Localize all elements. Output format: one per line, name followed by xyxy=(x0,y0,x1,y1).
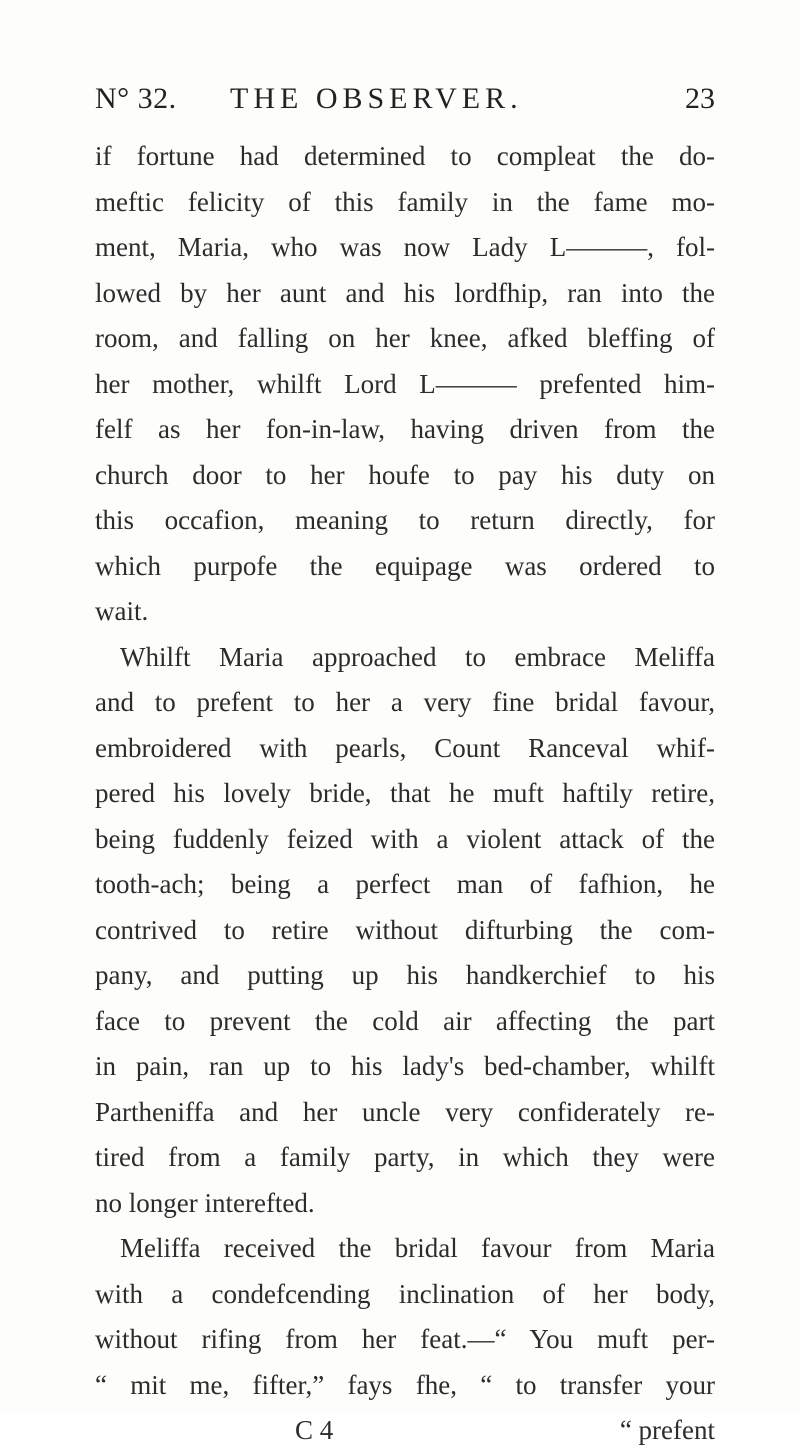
text-line: this occafion, meaning to return directly, for xyxy=(95,505,715,535)
text-line: and to prefent to her a very fine bridal favour, xyxy=(95,687,715,717)
text-line: face to prevent the cold air affecting the part xyxy=(95,1005,715,1036)
catchword: “ prefent xyxy=(619,1415,715,1445)
body-text xyxy=(95,134,715,1454)
text-line: room, and falling on her knee, afked bleffing of xyxy=(95,323,715,353)
text-line: no longer interefted. xyxy=(95,1187,315,1218)
signature-mark: C 4 xyxy=(295,1415,334,1445)
text-line: with a condefcending inclination of her body, xyxy=(95,1278,715,1309)
running-head xyxy=(95,82,715,126)
text-line: in pain, ran up to his lady's bed-chamber, whilft xyxy=(95,1051,715,1081)
paragraph xyxy=(95,134,715,635)
text-line: ment, Maria, who was now Lady L———, fol- xyxy=(95,232,715,262)
text-line: which purpofe the equipage was ordered to xyxy=(95,550,715,581)
text-line: pered his lovely bride, that he muft haftily retire, xyxy=(95,778,715,808)
text-line: tired from a family party, in which they were xyxy=(95,1142,715,1172)
text-line: her mother, whilft Lord L——— prefented him- xyxy=(95,368,715,399)
text-line: embroidered with pearls, Count Ranceval whif- xyxy=(95,732,715,763)
text-line: meftic felicity of this family in the fame mo- xyxy=(95,186,715,217)
text-line: Meliffa received the bridal favour from Maria xyxy=(120,1233,715,1263)
text-line: being fuddenly feized with a violent attack of the xyxy=(95,823,715,854)
paragraph xyxy=(95,1226,715,1408)
text-line: felf as her fon-in-law, having driven from the xyxy=(95,414,715,444)
page-number: 23 xyxy=(685,82,715,115)
text-line: without rifing from her feat.—“ You muft per- xyxy=(95,1324,715,1354)
text-line: pany, and putting up his handkerchief to his xyxy=(95,960,715,990)
paragraph xyxy=(95,635,715,1227)
text-line: contrived to retire without difturbing the com- xyxy=(95,914,715,945)
text-line: church door to her houfe to pay his duty on xyxy=(95,459,715,490)
text-line: Whilft Maria approached to embrace Meliffa xyxy=(120,641,715,672)
text-line: if fortune had determined to compleat the do- xyxy=(95,141,715,171)
text-line: wait. xyxy=(95,596,149,626)
page-footer xyxy=(95,1408,715,1454)
text-line: tooth-ach; being a perfect man of fafhion, he xyxy=(95,869,715,899)
text-line: lowed by her aunt and his lordfhip, ran into the xyxy=(95,277,715,308)
text-line: Partheniffa and her uncle very confiderately re- xyxy=(95,1096,715,1127)
issue-number: N° 32. xyxy=(95,82,177,115)
text-line: “ mit me, fifter,” fays fhe, “ to transfer your xyxy=(95,1369,715,1400)
journal-title: THE OBSERVER. xyxy=(230,82,523,115)
